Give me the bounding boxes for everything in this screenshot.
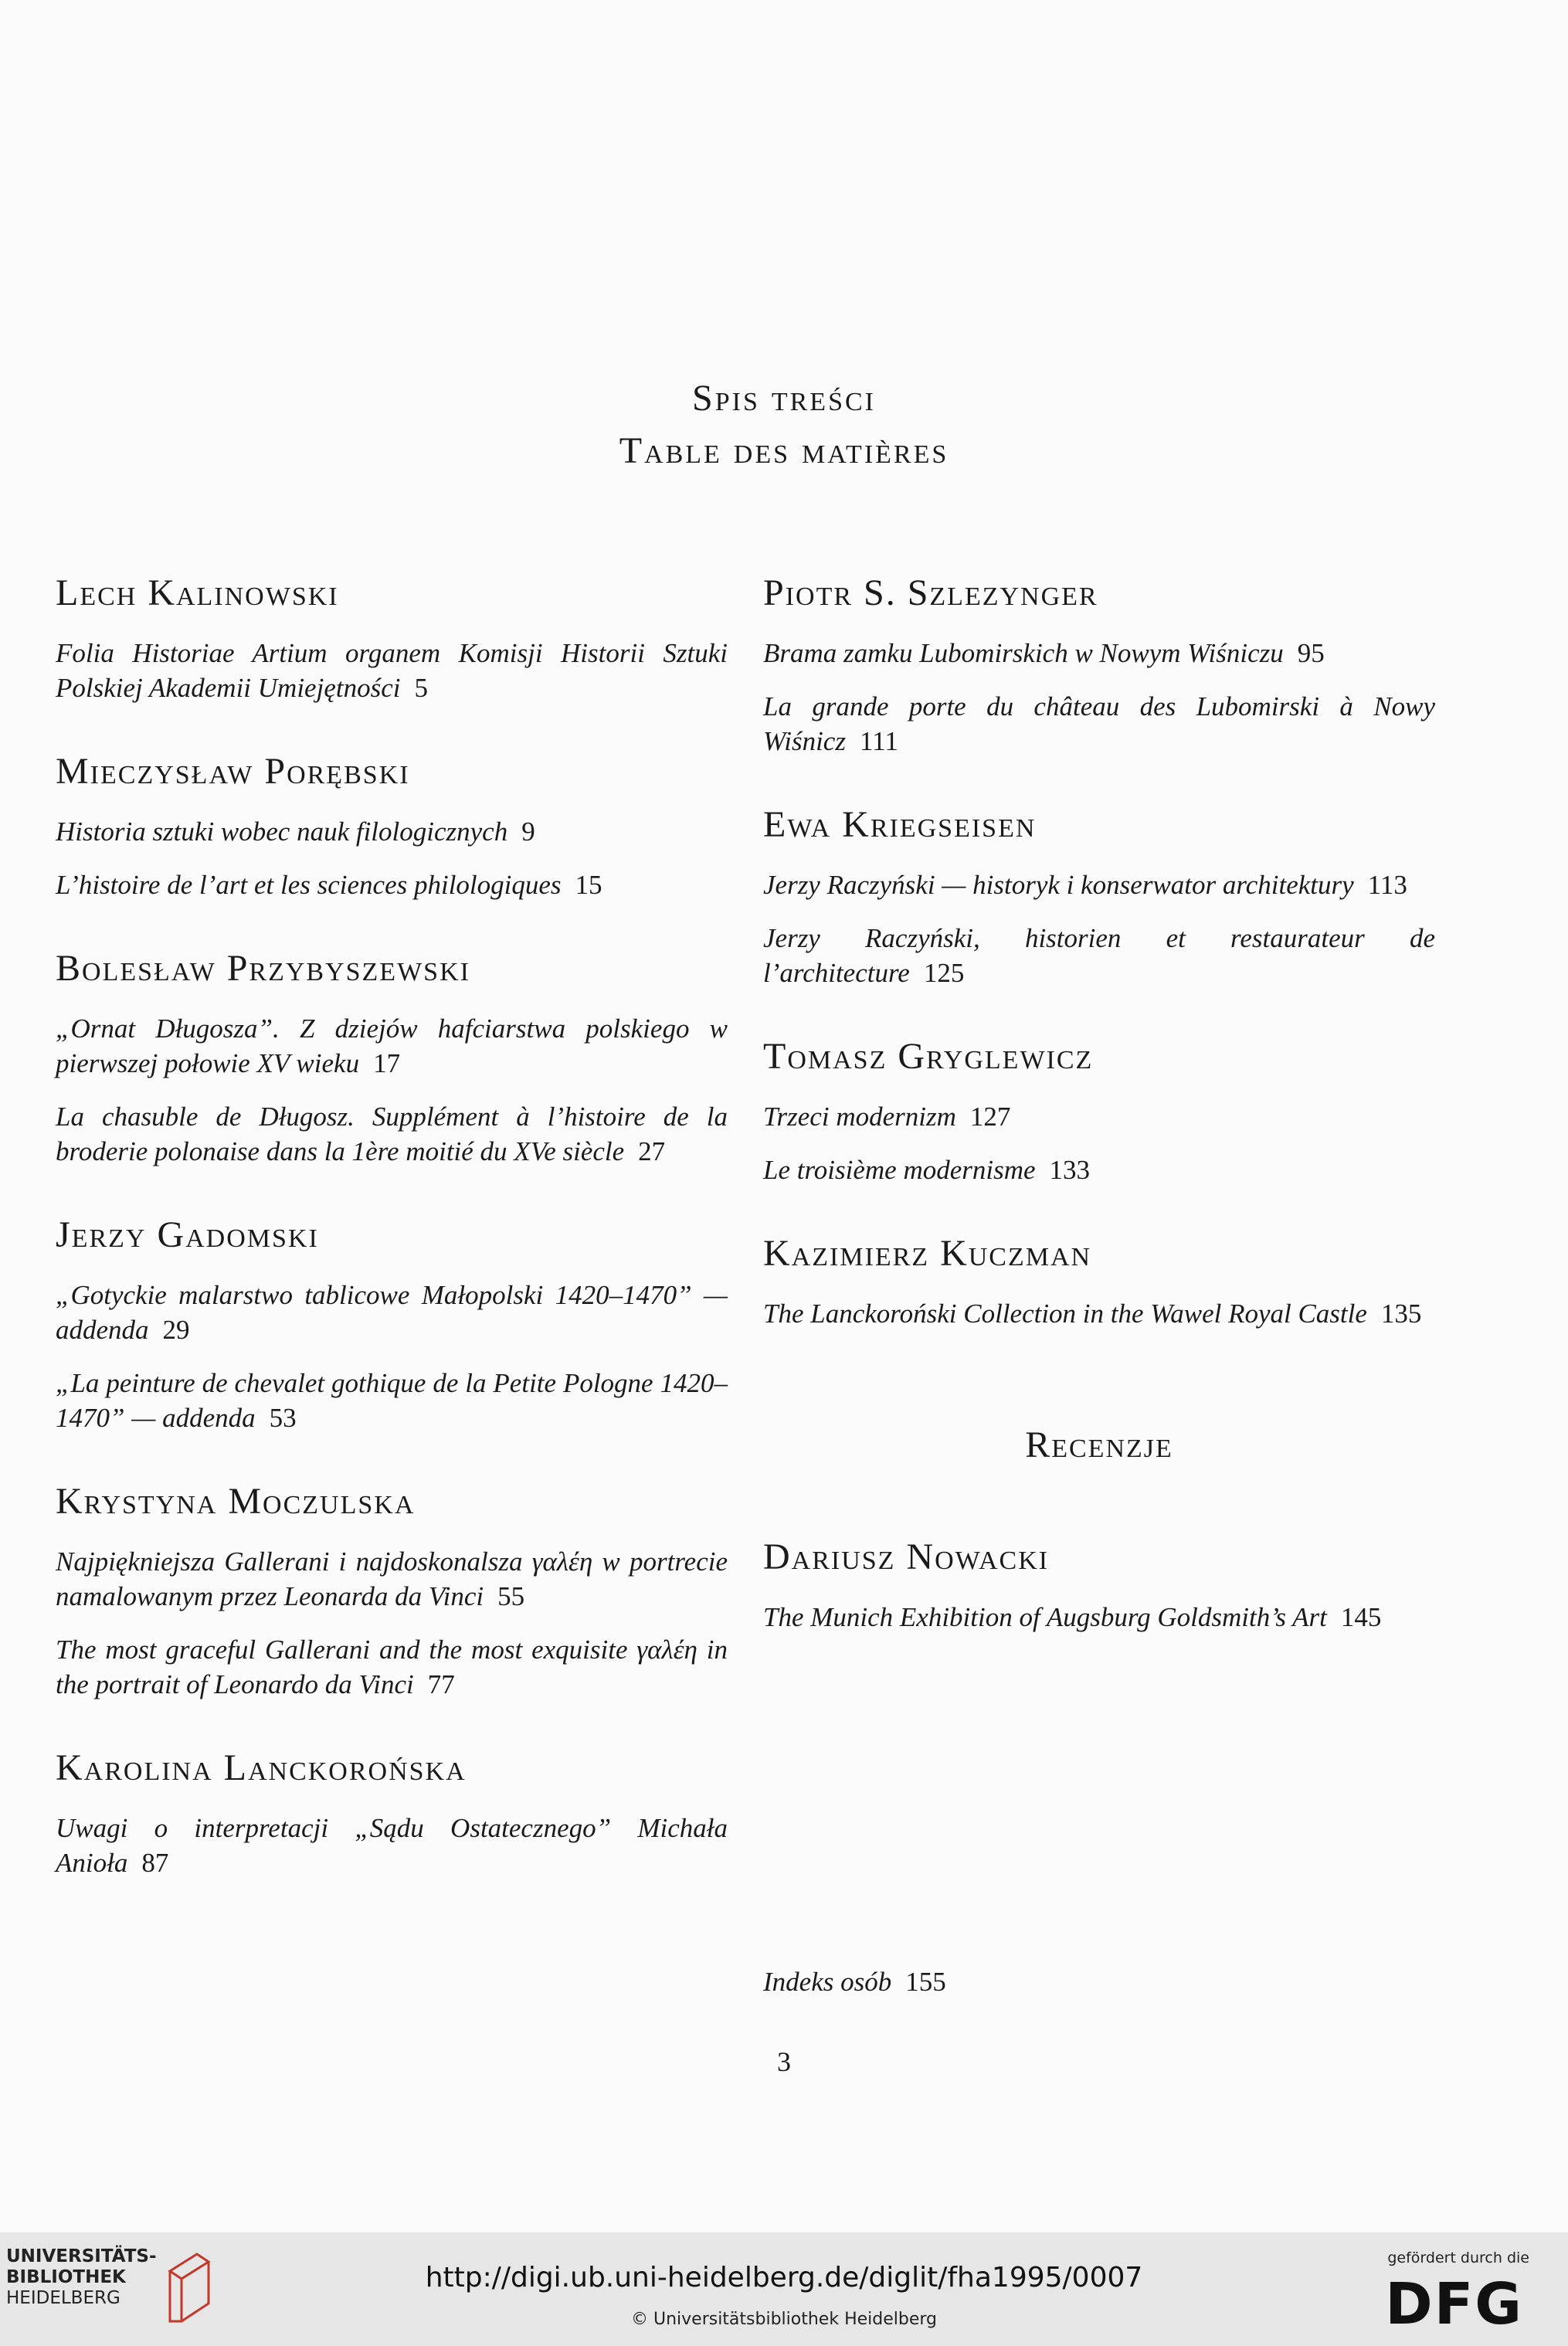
library-name-line: HEIDELBERG xyxy=(6,2288,120,2308)
page-ref: 145 xyxy=(1340,1602,1382,1632)
author-name: Karolina Lanckorońska xyxy=(56,1747,467,1788)
toc-entry[interactable] xyxy=(56,814,728,849)
toc-entry[interactable] xyxy=(56,1811,728,1880)
page-ref: 77 xyxy=(427,1669,455,1699)
entry-title: Najpiękniejsza Gallerani i najdoskonalsza γαλέη w portrecie namalowanym przez Leonarda da Vinci xyxy=(56,1546,728,1611)
author-name: Lech Kalinowski xyxy=(56,572,339,613)
author-name: Dariusz Nowacki xyxy=(763,1536,1050,1577)
entry-title: Historia sztuki wobec nauk filologicznych xyxy=(56,817,508,847)
entry-title: Jerzy Raczyński, historien et restaurateur de l’architecture xyxy=(763,923,1435,988)
toc-section xyxy=(56,750,728,902)
title-french: Table des matières xyxy=(619,430,949,471)
page-ref: 53 xyxy=(269,1403,297,1433)
entry-title: „Ornat Długosza”. Z dziejów hafciarstwa polskiego w pierwszej połowie XV wieku xyxy=(56,1013,728,1078)
index-entry[interactable] xyxy=(763,1967,946,1998)
author-name: Tomasz Gryglewicz xyxy=(763,1036,1094,1077)
page-ref: 95 xyxy=(1297,638,1325,668)
toc-section xyxy=(763,572,1435,759)
page-ref: 127 xyxy=(969,1102,1011,1132)
entry-title: La grande porte du château des Lubomirski à Nowy Wiśnicz xyxy=(763,691,1435,756)
page-ref: 135 xyxy=(1380,1299,1422,1329)
toc-left-column xyxy=(56,572,728,1925)
toc-section xyxy=(763,1035,1435,1187)
author-name: Krystyna Moczulska xyxy=(56,1481,416,1522)
toc-entry[interactable] xyxy=(56,867,728,902)
toc-entry[interactable] xyxy=(56,1099,728,1169)
page-ref: 111 xyxy=(859,726,898,756)
toc-entry[interactable] xyxy=(56,1366,728,1435)
entry-title: The most graceful Gallerani and the most exquisite γαλέη in the portrait of Leonardo da Vinci xyxy=(56,1635,728,1699)
page-ref: 27 xyxy=(638,1136,666,1166)
entry-title: The Lanckoroński Collection in the Wawel Royal Castle xyxy=(763,1299,1367,1329)
toc-entry[interactable] xyxy=(763,921,1435,990)
viewer-footer xyxy=(0,2232,1568,2346)
copyright-text: © Universitätsbibliothek Heidelberg xyxy=(630,2310,937,2329)
toc-section xyxy=(763,1536,1435,1635)
author-name: Ewa Kriegseisen xyxy=(763,804,1037,845)
title-polish: Spis treści xyxy=(692,378,876,419)
entry-title: Indeks osób xyxy=(763,1967,892,1997)
toc-section xyxy=(56,572,728,705)
author-name: Jerzy Gadomski xyxy=(56,1214,319,1255)
entry-title: Jerzy Raczyński — historyk i konserwator architektury xyxy=(763,870,1354,900)
entry-title: L’histoire de l’art et les sciences philologiques xyxy=(56,870,562,900)
toc-entry[interactable] xyxy=(763,867,1435,902)
toc-entry[interactable] xyxy=(763,1296,1435,1331)
entry-title: „La peinture de chevalet gothique de la Petite Pologne 1420–1470” — addenda xyxy=(56,1368,728,1433)
toc-section xyxy=(56,1214,728,1435)
library-name-line: UNIVERSITÄTS- xyxy=(6,2246,157,2266)
page-ref: 9 xyxy=(521,817,535,847)
toc-entry[interactable] xyxy=(56,1632,728,1702)
recenzje-heading: Recenzje xyxy=(1025,1424,1173,1465)
toc-entry[interactable] xyxy=(56,1011,728,1081)
entry-title: The Munich Exhibition of Augsburg Goldsmith’s Art xyxy=(763,1602,1327,1632)
toc-section xyxy=(763,1232,1435,1331)
entry-title: Brama zamku Lubomirskich w Nowym Wiśniczu xyxy=(763,638,1284,668)
author-name: Bolesław Przybyszewski xyxy=(56,948,470,989)
page-ref: 113 xyxy=(1367,870,1407,900)
toc-section xyxy=(56,1747,728,1880)
page-ref: 155 xyxy=(905,1967,946,1997)
toc-entry[interactable] xyxy=(56,1278,728,1347)
toc-section xyxy=(763,803,1435,990)
toc-entry[interactable] xyxy=(56,636,728,705)
page-ref: 5 xyxy=(414,673,428,703)
page-ref: 15 xyxy=(575,870,602,900)
entry-title: Trzeci modernizm xyxy=(763,1102,956,1132)
dfg-logo[interactable]: DFG xyxy=(1385,2271,1523,2338)
funding-note: gefördert durch die xyxy=(1387,2249,1529,2266)
author-name: Piotr S. Szlezynger xyxy=(763,572,1098,613)
toc-entry[interactable] xyxy=(763,1099,1435,1134)
toc-entry[interactable] xyxy=(763,1153,1435,1187)
toc-entry[interactable] xyxy=(763,689,1435,759)
toc-right-column xyxy=(763,572,1435,1679)
source-url-link[interactable]: http://digi.ub.uni-heidelberg.de/diglit/fha1995/0007 xyxy=(425,2262,1143,2293)
page-ref: 55 xyxy=(497,1581,525,1611)
entry-title: Folia Historiae Artium organem Komisji Historii Sztuki Polskiej Akademii Umiejętności xyxy=(56,638,728,703)
page-ref: 133 xyxy=(1049,1155,1091,1185)
page-ref: 125 xyxy=(923,958,965,988)
author-name: Mieczysław Porębski xyxy=(56,751,410,792)
author-name: Kazimierz Kuczman xyxy=(763,1233,1092,1274)
page-ref: 29 xyxy=(162,1315,190,1345)
toc-section xyxy=(56,947,728,1169)
toc-entry[interactable] xyxy=(763,1600,1435,1635)
entry-title: Le troisième modernisme xyxy=(763,1155,1036,1185)
library-name-line: BIBLIOTHEK xyxy=(6,2267,126,2287)
page-ref: 17 xyxy=(373,1048,401,1078)
page-number: 3 xyxy=(777,2046,791,2077)
entry-title: La chasuble de Długosz. Supplément à l’histoire de la broderie polonaise dans la 1ère moitié du XVe siècle xyxy=(56,1102,728,1166)
entry-title: Uwagi o interpretacji „Sądu Ostatecznego” Michała Anioła xyxy=(56,1813,728,1878)
page-ref: 87 xyxy=(141,1848,169,1878)
entry-title: „Gotyckie malarstwo tablicowe Małopolski 1420–1470” — addenda xyxy=(56,1280,728,1345)
toc-entry[interactable] xyxy=(763,636,1435,671)
toc-section xyxy=(56,1480,728,1702)
toc-entry[interactable] xyxy=(56,1544,728,1614)
